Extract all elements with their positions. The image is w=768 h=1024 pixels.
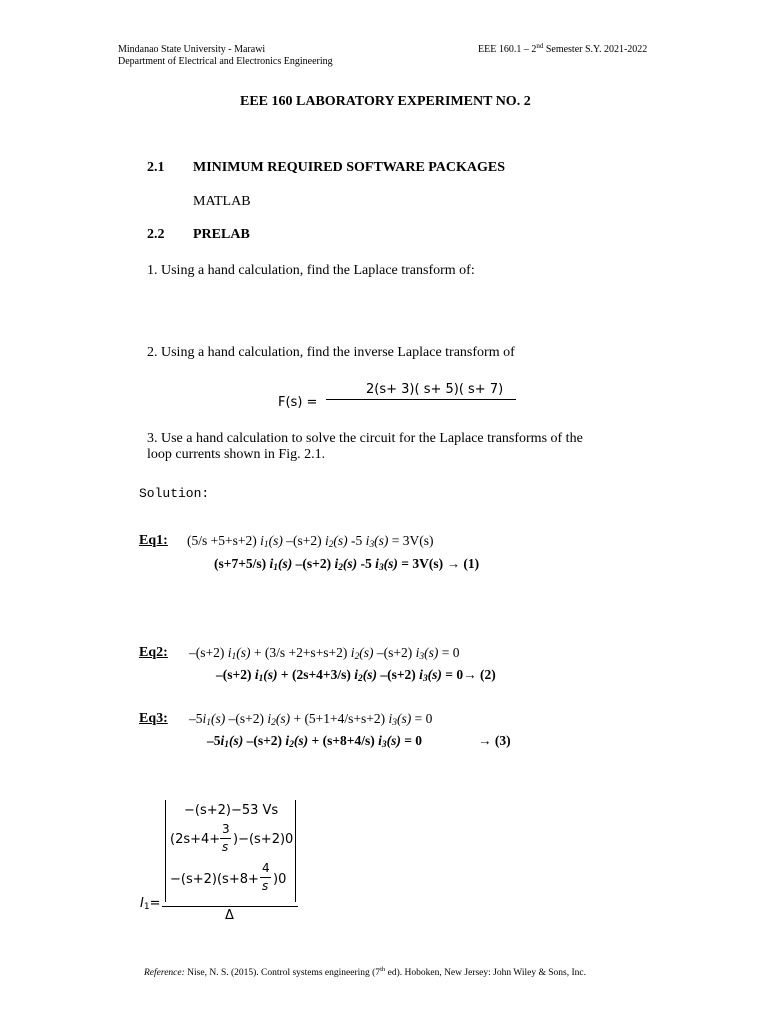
prelab-question-2: 2. Using a hand calculation, find the inverse Laplace transform of bbox=[147, 345, 515, 360]
eq2-simplified: –(s+2) $i_1(s) + (2s+4+3/s)$ $i_2(s)$ –(s+2) $i_3(s) = 0\to (2)$ bbox=[216, 667, 496, 684]
matrix-row-3: −(s+2)(s+8+ bbox=[170, 872, 259, 887]
matrix-fraction-line bbox=[162, 906, 298, 907]
matrix-row-2: (2s+4+ bbox=[170, 832, 221, 847]
footer-reference: Reference: Nise, N. S. (2015). Control systems engineering (7th ed). Hoboken, New Jersey: John Wiley & Sons, Inc. bbox=[144, 966, 586, 978]
header-course bbox=[478, 44, 647, 56]
matrix-row-2-frac-num: 3 bbox=[222, 822, 230, 836]
software-name: MATLAB bbox=[193, 194, 251, 209]
prelab-question-3-line2: loop currents shown in Fig. 2.1. bbox=[147, 447, 326, 462]
eq2-label: Eq2: bbox=[139, 645, 168, 660]
matrix-row-2-frac-den: s bbox=[222, 840, 229, 854]
matrix-row-3-frac-num: 4 bbox=[262, 861, 270, 875]
matrix-denominator: Δ bbox=[225, 908, 234, 923]
eq1-simplified: (s+7+5/s) $i_1(s)$ –(s+2) $i_2(s)$ -5 $i_3(s) = 3V(s) \to (1)$ bbox=[214, 556, 480, 573]
matrix-row-2-frac-line bbox=[220, 838, 231, 839]
course-prefix: EEE 160.1 – 2 bbox=[478, 44, 537, 55]
eq1-label: Eq1: bbox=[139, 533, 168, 548]
fs-lhs: F(s) = bbox=[278, 395, 318, 410]
matrix-row-3-frac-line bbox=[260, 877, 271, 878]
determinant-right-bar bbox=[295, 800, 296, 902]
page-title: EEE 160 LABORATORY EXPERIMENT NO. 2 bbox=[240, 94, 531, 109]
determinant-left-bar bbox=[165, 800, 166, 902]
section-2-1-title: MINIMUM REQUIRED SOFTWARE PACKAGES bbox=[193, 160, 506, 175]
matrix-lhs: $I_1=$ bbox=[140, 896, 161, 912]
section-2-1-number: 2.1 bbox=[147, 160, 165, 175]
fs-fraction-line bbox=[326, 399, 516, 400]
course-sup: nd bbox=[536, 42, 544, 50]
eq1-line: (5/s +5+s+2) $i_1(s)$ –(s+2) $i_2(s)$ -5 $i_3(s) = 3V(s)$ bbox=[187, 533, 434, 550]
fs-numerator: 2(s+ 3)( s+ 5)( s+ 7) bbox=[366, 382, 504, 397]
eq3-arrow: → (3) bbox=[478, 733, 511, 748]
matrix-row-1: −(s+2)−53 Vs bbox=[184, 803, 279, 818]
reference-label: Reference: bbox=[144, 968, 185, 978]
section-2-2-title: PRELAB bbox=[193, 227, 250, 242]
eq2-line: –(s+2) $i_1(s) + (3/s +2+s+s+2)$ $i_2(s)$ –(s+2) $i_3(s) = 0$ bbox=[189, 645, 460, 662]
section-2-2-number: 2.2 bbox=[147, 227, 165, 242]
eq3-label: Eq3: bbox=[139, 711, 168, 726]
prelab-question-3-line1: 3. Use a hand calculation to solve the circuit for the Laplace transforms of the bbox=[147, 431, 583, 446]
matrix-row-3-post: )0 bbox=[273, 872, 287, 887]
course-suffix: Semester S.Y. 2021-2022 bbox=[543, 44, 648, 55]
solution-label: Solution: bbox=[139, 486, 210, 501]
header-university: Mindanao State University - Marawi bbox=[118, 44, 266, 55]
header-department: Department of Electrical and Electronics Engineering bbox=[118, 56, 333, 67]
matrix-row-2-post: )−(s+2)0 bbox=[233, 832, 294, 847]
eq3-simplified: $-5i_1(s)$ –(s+2) $i_2(s) + (s+8+4/s) i_3(s) = 0$ bbox=[207, 733, 423, 750]
prelab-question-1: 1. Using a hand calculation, find the Laplace transform of: bbox=[147, 263, 475, 278]
eq3-line: $-5i_1(s)$ –(s+2) $i_2(s) + (5+1+4/s+s+2) i_3(s) = 0$ bbox=[189, 711, 433, 728]
matrix-row-3-frac-den: s bbox=[262, 879, 269, 893]
